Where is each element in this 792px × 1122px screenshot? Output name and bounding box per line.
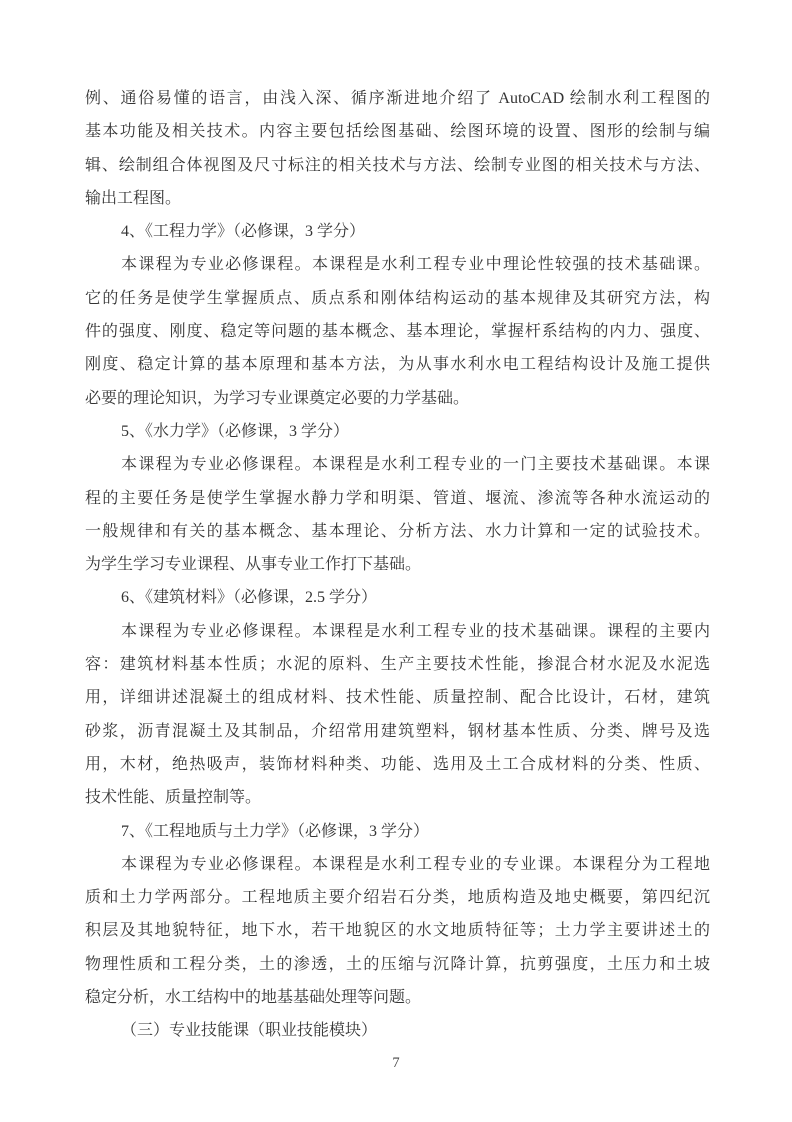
text-line: 一般规律和有关的基本概念、基本理论、分析方法、水力计算和一定的试验技术。: [85, 522, 710, 540]
text-line: 本课程为专业必修课程。本课程是水利工程专业的专业课。本课程分为工程地: [121, 855, 710, 873]
page-number: 7: [392, 1055, 400, 1071]
text-line: 容：建筑材料基本性质；水泥的原料、生产主要技术性能，掺混合材水泥及水泥选: [85, 656, 710, 674]
text-line: 刚度、稳定计算的基本原理和基本方法，为从事水利水电工程结构设计及施工提供: [85, 356, 710, 374]
text-line: 输出工程图。: [85, 189, 182, 207]
text-line: 它的任务是使学生掌握质点、质点系和刚体结构运动的基本规律及其研究方法，构: [85, 289, 710, 307]
text-line: 为学生学习专业课程、从事专业工作打下基础。: [85, 556, 422, 574]
text-line: 例、通俗易懂的语言，由浅入深、循序渐进地介绍了 AutoCAD 绘制水利工程图的: [85, 90, 710, 107]
course-heading-line: 5、《水力学》（必修课，3 学分）: [121, 422, 350, 440]
text-line: 必要的理论知识，为学习专业课奠定必要的力学基础。: [85, 389, 470, 407]
text-line: 稳定分析，水工结构中的地基基础处理等问题。: [85, 989, 422, 1007]
text-line: 用，详细讲述混凝土的组成材料、技术性能、质量控制、配合比设计，石材，建筑: [85, 689, 710, 707]
text-line: 技术性能、质量控制等。: [85, 789, 262, 807]
course-heading-line: 7、《工程地质与土力学》（必修课，3 学分）: [121, 822, 430, 840]
text-line: 用，木材，绝热吸声，装饰材料种类、功能、选用及土工合成材料的分类、性质、: [85, 755, 710, 773]
text-line: 砂浆，沥青混凝土及其制品，介绍常用建筑塑料，钢材基本性质、分类、牌号及选: [85, 722, 710, 740]
text-line: 基本功能及相关技术。内容主要包括绘图基础、绘图环境的设置、图形的绘制与编: [85, 123, 710, 141]
document-body: [85, 82, 710, 1048]
text-line: 件的强度、刚度、稳定等问题的基本概念、基本理论，掌握杆系结构的内力、强度、: [85, 323, 710, 341]
text-line: 程的主要任务是使学生掌握水静力学和明渠、管道、堰流、渗流等各种水流运动的: [85, 489, 710, 507]
text-line: 积层及其地貌特征，地下水，若干地貌区的水文地质特征等；土力学主要讲述土的: [85, 922, 710, 940]
text-line: 辑、绘制组合体视图及尺寸标注的相关技术与方法、绘制专业图的相关技术与方法、: [85, 156, 710, 174]
course-heading-line: 4、《工程力学》（必修课，3 学分）: [121, 223, 366, 241]
text-line: 质和土力学两部分。工程地质主要介绍岩石分类，地质构造及地史概要，第四纪沉: [85, 889, 710, 907]
text-line: 本课程为专业必修课程。本课程是水利工程专业的技术基础课。课程的主要内: [121, 622, 710, 640]
text-line: 本课程为专业必修课程。本课程是水利工程专业中理论性较强的技术基础课。: [121, 256, 710, 274]
course-heading-line: （三）专业技能课（职业技能模块）: [121, 1022, 378, 1040]
text-line: 本课程为专业必修课程。本课程是水利工程专业的一门主要技术基础课。本课: [121, 456, 710, 474]
course-heading-line: 6、《建筑材料》（必修课，2.5 学分）: [121, 589, 378, 607]
text-line: 物理性质和工程分类，土的渗透，土的压缩与沉降计算，抗剪强度，土压力和土坡: [85, 955, 710, 973]
